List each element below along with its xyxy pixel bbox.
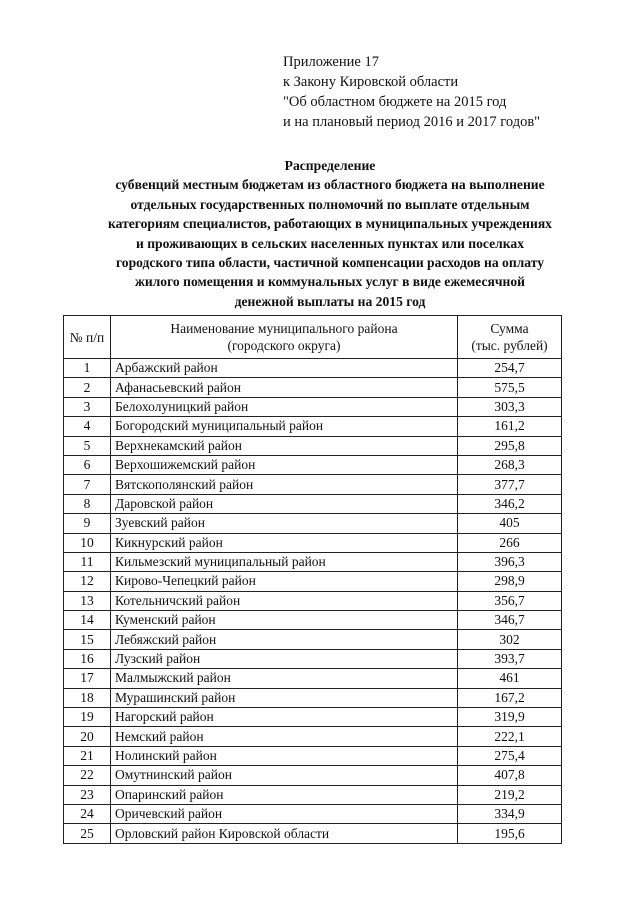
district-name-cell: Лебяжский район [111,630,458,649]
district-name-cell: Богородский муниципальный район [111,417,458,436]
table-header-row [64,316,562,359]
table-row [64,688,562,707]
district-name-cell: Нолинский район [111,746,458,765]
row-number-cell: 20 [64,727,111,746]
row-number-cell: 6 [64,455,111,474]
table-row [64,533,562,552]
district-name-cell: Орловский район Кировской области [111,824,458,843]
amount-cell: 346,7 [458,611,562,630]
table-row [64,417,562,436]
amount-cell: 356,7 [458,591,562,610]
table-row [64,766,562,785]
row-number-cell: 9 [64,514,111,533]
row-number-cell: 16 [64,649,111,668]
amount-cell: 396,3 [458,552,562,571]
table-row [64,746,562,765]
title-line: городского типа области, частичной компенсации расходов на оплату [115,255,545,271]
amount-cell: 303,3 [458,397,562,416]
table-row [64,804,562,823]
table-row [64,552,562,571]
row-number-cell: 25 [64,824,111,843]
row-number-cell: 21 [64,746,111,765]
table-row [64,475,562,494]
table-row [64,708,562,727]
table-row [64,378,562,397]
district-name-cell: Куменский район [111,611,458,630]
district-name-cell: Кирово-Чепецкий район [111,572,458,591]
amount-cell: 219,2 [458,785,562,804]
row-number-cell: 10 [64,533,111,552]
district-name-cell: Кикнурский район [111,533,458,552]
table-row [64,611,562,630]
document-title [40,156,620,311]
district-name-cell: Малмыжский район [111,669,458,688]
table-body [64,359,562,844]
table-row [64,785,562,804]
row-number-cell: 13 [64,591,111,610]
district-name-cell: Омутнинский район [111,766,458,785]
row-number-cell: 11 [64,552,111,571]
district-name-cell: Верхнекамский район [111,436,458,455]
amount-cell: 393,7 [458,649,562,668]
district-name-cell: Оричевский район [111,804,458,823]
column-header-name [111,316,458,359]
column-header-sum-line: (тыс. рублей) [471,338,548,353]
district-name-cell: Зуевский район [111,514,458,533]
table-row [64,514,562,533]
table-row [64,397,562,416]
amount-cell: 346,2 [458,494,562,513]
district-name-cell: Котельничский район [111,591,458,610]
district-name-cell: Нагорский район [111,708,458,727]
distribution-table [63,315,562,844]
amount-cell: 377,7 [458,475,562,494]
appendix-reference [283,52,623,132]
row-number-cell: 15 [64,630,111,649]
row-number-cell: 3 [64,397,111,416]
table-row [64,494,562,513]
amount-cell: 167,2 [458,688,562,707]
title-line: отдельных государственных полномочий по выплате отдельным [130,196,530,212]
row-number-cell: 7 [64,475,111,494]
table-row [64,436,562,455]
column-header-number-label: № п/п [69,329,105,345]
table-row [64,824,562,843]
row-number-cell: 14 [64,611,111,630]
table-row [64,630,562,649]
amount-cell: 161,2 [458,417,562,436]
row-number-cell: 18 [64,688,111,707]
table-row [64,572,562,591]
amount-cell: 268,3 [458,455,562,474]
table-row [64,455,562,474]
title-line: категориям специалистов, работающих в муниципальных учреждениях [108,216,552,232]
amount-cell: 407,8 [458,766,562,785]
table-row [64,359,562,378]
column-header-name-line: Наименование муниципального района [170,321,398,336]
title-line: денежной выплаты на 2015 год [234,293,426,309]
appendix-line: Приложение 17 [283,54,379,70]
title-line: жилого помещения и коммунальных услуг в виде ежемесячной [134,274,526,290]
table-row [64,649,562,668]
row-number-cell: 2 [64,378,111,397]
appendix-line: и на плановый период 2016 и 2017 годов" [283,114,541,130]
row-number-cell: 22 [64,766,111,785]
district-name-cell: Лузский район [111,649,458,668]
column-header-name-line: (городского округа) [227,338,341,353]
title-line: Распределение [284,158,376,173]
district-name-cell: Немский район [111,727,458,746]
table-row [64,669,562,688]
row-number-cell: 23 [64,785,111,804]
table-row [64,727,562,746]
district-name-cell: Арбажский район [111,359,458,378]
district-name-cell: Белохолуницкий район [111,397,458,416]
amount-cell: 275,4 [458,746,562,765]
district-name-cell: Верхошижемский район [111,455,458,474]
appendix-line: к Закону Кировской области [283,74,459,90]
row-number-cell: 19 [64,708,111,727]
amount-cell: 575,5 [458,378,562,397]
title-line: субвенций местным бюджетам из областного бюджета на выполнение [115,177,545,193]
district-name-cell: Даровской район [111,494,458,513]
column-header-sum [458,316,562,359]
district-name-cell: Вятскополянский район [111,475,458,494]
title-line: и проживающих в сельских населенных пунктах или поселках [135,235,524,251]
row-number-cell: 8 [64,494,111,513]
amount-cell: 195,6 [458,824,562,843]
district-name-cell: Кильмезский муниципальный район [111,552,458,571]
amount-cell: 254,7 [458,359,562,378]
amount-cell: 302 [458,630,562,649]
district-name-cell: Опаринский район [111,785,458,804]
table-row [64,591,562,610]
column-header-sum-line: Сумма [490,321,529,336]
district-name-cell: Мурашинский район [111,688,458,707]
amount-cell: 295,8 [458,436,562,455]
amount-cell: 222,1 [458,727,562,746]
row-number-cell: 24 [64,804,111,823]
amount-cell: 461 [458,669,562,688]
amount-cell: 405 [458,514,562,533]
amount-cell: 298,9 [458,572,562,591]
column-header-number [64,316,111,359]
amount-cell: 319,9 [458,708,562,727]
amount-cell: 266 [458,533,562,552]
row-number-cell: 17 [64,669,111,688]
row-number-cell: 4 [64,417,111,436]
row-number-cell: 5 [64,436,111,455]
appendix-line: "Об областном бюджете на 2015 год [283,94,507,110]
district-name-cell: Афанасьевский район [111,378,458,397]
row-number-cell: 1 [64,359,111,378]
row-number-cell: 12 [64,572,111,591]
amount-cell: 334,9 [458,804,562,823]
